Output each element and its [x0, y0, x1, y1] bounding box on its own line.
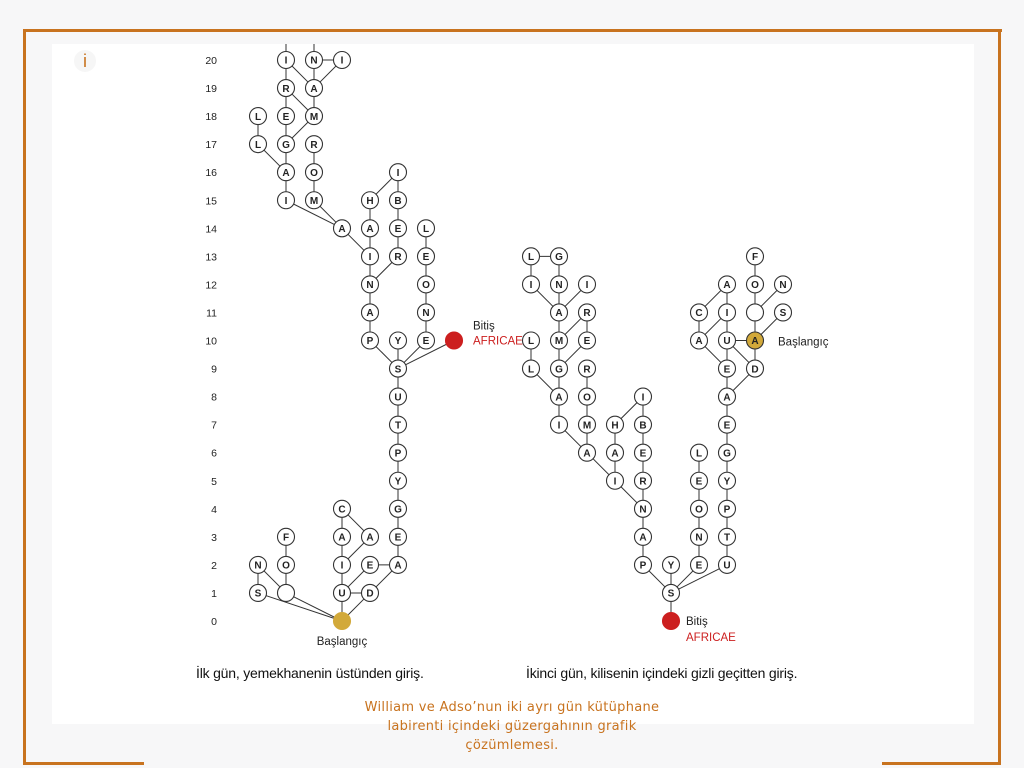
end-title: Bitiş — [686, 616, 708, 628]
room-letter: G — [555, 252, 563, 264]
room-letter: R — [583, 364, 591, 376]
axis-tick-label: 7 — [211, 419, 217, 432]
room-letter: N — [639, 504, 647, 516]
left-graph-caption: İlk gün, yemekhanenin üstünden giriş. — [196, 665, 424, 681]
room-letter: S — [394, 364, 402, 376]
room-letter: A — [338, 224, 346, 235]
room-node — [278, 584, 295, 601]
room-letter: E — [422, 336, 430, 348]
room-letter: M — [554, 336, 564, 348]
axis-tick-label: 3 — [211, 531, 217, 544]
room-letter: L — [254, 111, 262, 123]
room-letter: P — [723, 504, 731, 516]
start-label: Başlangıç — [316, 636, 368, 648]
room-letter: A — [338, 532, 346, 544]
room-letter: L — [422, 224, 430, 235]
room-letter: N — [779, 280, 787, 292]
room-letter: H — [611, 420, 619, 432]
room-letter: A — [366, 532, 374, 544]
room-letter: I — [613, 476, 617, 488]
room-letter: S — [667, 588, 675, 600]
axis-tick-label: 10 — [205, 335, 217, 348]
room-letter: R — [282, 83, 290, 95]
room-letter: I — [725, 308, 729, 320]
room-letter: N — [555, 280, 563, 292]
start-node — [334, 613, 351, 630]
room-letter: I — [396, 167, 400, 179]
room-letter: I — [557, 420, 561, 432]
room-letter: E — [723, 420, 731, 432]
room-letter: A — [394, 560, 402, 572]
end-word: AFRICAE — [473, 335, 523, 348]
room-letter: B — [639, 420, 647, 432]
room-letter: B — [394, 195, 402, 207]
room-letter: I — [368, 252, 372, 264]
axis-tick-label: 12 — [205, 279, 217, 292]
room-letter: I — [641, 392, 645, 404]
axis-tick-label: 13 — [205, 251, 217, 264]
room-letter: A — [751, 336, 759, 348]
room-letter: A — [366, 308, 374, 320]
room-letter: A — [366, 224, 374, 235]
room-letter: U — [723, 336, 731, 348]
room-letter: E — [422, 252, 430, 264]
room-letter: E — [723, 364, 731, 376]
axis-tick-label: 14 — [205, 223, 217, 236]
room-letter: Y — [394, 476, 402, 488]
room-letter: U — [338, 588, 346, 600]
room-letter: M — [309, 195, 319, 207]
room-letter: E — [282, 111, 290, 123]
figure-caption-line: William ve Adso’nun iki ayrı gün kütüphane — [364, 700, 660, 715]
figure-caption — [300, 698, 724, 755]
room-letter: O — [583, 392, 591, 404]
axis-tick-label: 6 — [211, 447, 217, 460]
axis-tick-label: 8 — [211, 391, 217, 404]
room-letter: D — [366, 588, 374, 600]
room-letter: E — [366, 560, 374, 572]
start-label: Başlangıç — [778, 336, 829, 349]
room-letter: L — [254, 139, 262, 151]
path-edge — [258, 593, 342, 621]
room-letter: G — [723, 448, 731, 460]
room-letter: H — [366, 195, 374, 207]
room-letter: G — [394, 504, 402, 516]
room-letter: E — [394, 532, 402, 544]
axis-tick-label: 1 — [211, 587, 217, 600]
room-letter: M — [309, 111, 319, 123]
right-graph-caption: İkinci gün, kilisenin içindeki gizli geçitten giriş. — [526, 665, 798, 681]
room-letter: S — [779, 308, 787, 320]
room-letter: O — [695, 504, 703, 516]
room-letter: N — [422, 308, 430, 320]
end-node — [663, 613, 680, 630]
room-letter: A — [555, 308, 563, 320]
room-letter: O — [282, 560, 290, 572]
room-letter: A — [723, 392, 731, 404]
room-letter: E — [639, 448, 647, 460]
axis-tick-label: 15 — [205, 195, 217, 208]
info-icon[interactable]: i — [74, 50, 96, 72]
left-graph — [250, 44, 524, 648]
room-letter: R — [583, 308, 591, 320]
room-letter: A — [695, 336, 703, 348]
row-axis — [205, 55, 217, 628]
room-letter: E — [695, 476, 703, 488]
axis-tick-label: 5 — [211, 475, 217, 488]
room-letter: Y — [394, 336, 402, 348]
end-node — [446, 332, 463, 349]
axis-tick-label: 18 — [205, 111, 217, 124]
room-letter: L — [527, 252, 535, 264]
right-graph — [523, 248, 829, 644]
axis-tick-label: 0 — [211, 616, 217, 628]
room-letter: U — [723, 560, 731, 572]
room-letter: I — [585, 280, 589, 292]
room-letter: I — [340, 560, 344, 572]
room-letter: I — [284, 195, 288, 207]
room-letter: P — [366, 336, 374, 348]
room-letter: Y — [667, 560, 675, 572]
room-letter: A — [310, 83, 318, 95]
room-letter: N — [695, 532, 703, 544]
end-title: Bitiş — [473, 320, 495, 333]
figure-caption-line: çözümlemesi. — [465, 738, 559, 753]
end-word: AFRICAE — [686, 632, 736, 644]
room-letter: I — [284, 55, 288, 67]
room-letter: A — [611, 448, 619, 460]
room-letter: G — [282, 139, 290, 151]
room-letter: N — [254, 560, 262, 572]
room-letter: N — [310, 55, 318, 67]
room-letter: Y — [723, 476, 731, 488]
room-letter: I — [340, 55, 344, 67]
room-letter: A — [639, 532, 647, 544]
axis-tick-label: 19 — [205, 83, 217, 96]
room-letter: M — [582, 420, 592, 432]
room-letter: P — [639, 560, 647, 572]
room-letter: A — [723, 280, 731, 292]
room-letter: O — [310, 167, 318, 179]
room-letter: L — [527, 364, 535, 376]
room-letter: F — [751, 252, 759, 264]
room-letter: L — [695, 448, 703, 460]
room-letter: N — [366, 280, 374, 292]
figure-caption-line: labirenti içindeki güzergahının grafik — [387, 719, 637, 734]
room-letter: C — [338, 504, 346, 516]
room-letter: P — [394, 448, 402, 460]
axis-tick-label: 16 — [205, 167, 217, 180]
room-letter: E — [695, 560, 703, 572]
axis-tick-label: 9 — [211, 363, 217, 376]
room-letter: T — [723, 532, 731, 544]
room-letter: C — [695, 308, 703, 320]
room-letter: G — [555, 364, 563, 376]
room-letter: R — [394, 252, 402, 264]
room-letter: E — [394, 224, 402, 235]
room-letter: R — [310, 139, 318, 151]
room-letter: A — [282, 167, 290, 179]
path-edge — [286, 593, 342, 621]
room-letter: T — [394, 420, 402, 432]
axis-tick-label: 2 — [211, 559, 217, 572]
room-letter: R — [639, 476, 647, 488]
room-letter: E — [583, 336, 591, 348]
axis-tick-label: 4 — [211, 503, 217, 516]
room-letter: L — [527, 336, 535, 348]
axis-tick-label: 20 — [205, 55, 217, 67]
room-letter: A — [583, 448, 591, 460]
room-letter: F — [282, 532, 290, 544]
axis-tick-label: 11 — [206, 307, 217, 320]
room-letter: D — [751, 364, 759, 376]
room-letter: S — [254, 588, 262, 600]
room-letter: I — [529, 280, 533, 292]
room-letter: U — [394, 392, 402, 404]
room-letter: O — [751, 280, 759, 292]
axis-tick-label: 17 — [205, 139, 217, 152]
room-letter: A — [555, 392, 563, 404]
room-letter: O — [422, 280, 430, 292]
room-node — [747, 304, 764, 321]
